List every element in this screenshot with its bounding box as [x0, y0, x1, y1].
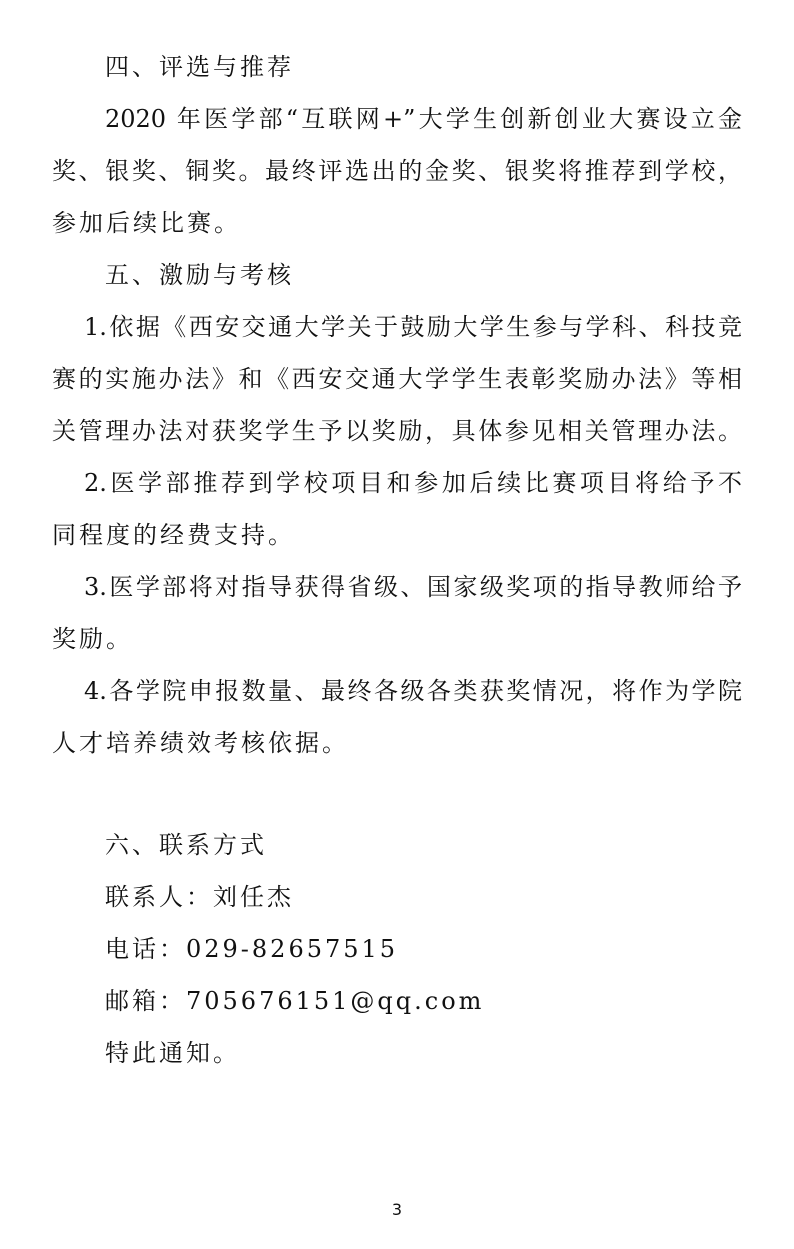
contact-email: 邮箱：705676151@qq.com: [105, 987, 485, 1015]
contact-person: 联系人：刘任杰: [105, 883, 294, 911]
section5-item4-line-2: 人才培养绩效考核依据。: [52, 729, 349, 757]
section4-para-line-2: 奖、银奖、铜奖。最终评选出的金奖、银奖将推荐到学校，: [52, 157, 742, 185]
contact-phone: 电话：029-82657515: [105, 935, 399, 963]
section5-item3-line-1: 3.医学部将对指导获得省级、国家级奖项的指导教师给予: [84, 573, 742, 601]
section4-heading: 四、评选与推荐: [105, 53, 294, 81]
section4-para-line-3: 参加后续比赛。: [52, 209, 241, 237]
section5-item2-line-2: 同程度的经费支持。: [52, 521, 295, 549]
section5-item2-line-1: 2.医学部推荐到学校项目和参加后续比赛项目将给予不: [84, 469, 742, 497]
section4-para-line-1: 2020 年医学部“互联网+”大学生创新创业大赛设立金: [105, 105, 742, 133]
page-number: 3: [391, 1200, 403, 1219]
section5-item3-line-2: 奖励。: [52, 625, 133, 653]
section5-heading: 五、激励与考核: [105, 261, 294, 289]
section5-item1-line-2: 赛的实施办法》和《西安交通大学学生表彰奖励办法》等相: [52, 365, 742, 393]
section6-heading: 六、联系方式: [105, 831, 267, 859]
section5-item1-line-1: 1.依据《西安交通大学关于鼓励大学生参与学科、科技竞: [84, 313, 742, 341]
section5-item1-line-3: 关管理办法对获奖学生予以奖励，具体参见相关管理办法。: [52, 417, 742, 445]
closing-statement: 特此通知。: [105, 1039, 240, 1067]
section5-item4-line-1: 4.各学院申报数量、最终各级各类获奖情况，将作为学院: [84, 677, 742, 705]
